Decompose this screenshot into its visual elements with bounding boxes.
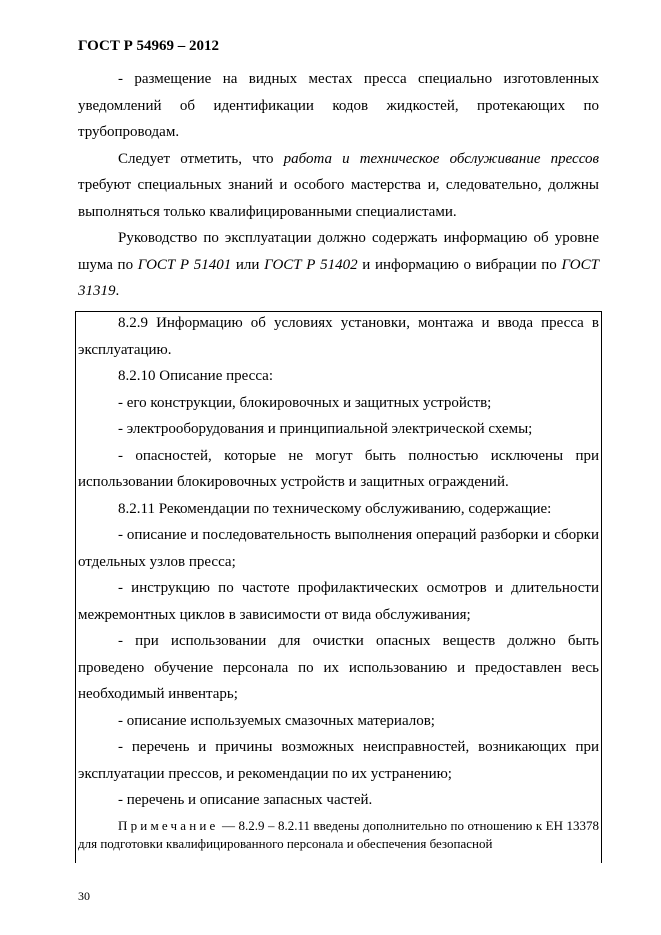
- standard-ref-51401: ГОСТ Р 51401: [137, 256, 232, 273]
- intro-paragraph-1: - размещение на видных местах пресса специально изготовленных уведомлений об идентификации кодов жидкостей, протекающих по трубопроводам.: [78, 71, 599, 140]
- page-number: 30: [78, 889, 90, 903]
- intro-p2-part-a: Следует отметить, что: [118, 150, 284, 167]
- box-item-electrical: - электрооборудования и принципиальной электрической схемы;: [118, 421, 533, 437]
- note-text: — 8.2.9 – 8.2.11 введены дополнительно по отношению к ЕН 13378 для подготовки квалифицированного персонала и обеспечения безопасной: [78, 817, 599, 851]
- box-item-cleaning: - при использовании для очистки опасных веществ должно быть проведено обучение персонала по их использованию и предоставлен весь необходимый инвентарь;: [78, 633, 599, 702]
- box-item-8-2-10: 8.2.10 Описание пресса:: [118, 368, 273, 384]
- box-item-lubricants: - описание используемых смазочных материалов;: [118, 712, 435, 729]
- intro-p3-part-a: Руководство по эксплуатации должно содержать информацию об уровне шума по: [78, 230, 599, 273]
- box-item-inspections: - инструкцию по частоте профилактических осмотров и длительности межремонтных циклов в зависимости от вида обслуживания;: [78, 580, 599, 623]
- intro-p2-emphasis: работа и техническое обслуживание прессов: [283, 150, 600, 167]
- box-item-faults: - перечень и причины возможных неисправностей, возникающих при эксплуатации прессов, и рекомендации по их устранению;: [78, 739, 599, 782]
- intro-p3-part-d: .: [115, 283, 120, 299]
- box-item-8-2-9: 8.2.9 Информацию об условиях установки, монтажа и ввода пресса в эксплуатацию.: [78, 315, 599, 358]
- note-label: Примечание: [118, 817, 219, 833]
- box-item-8-2-11: 8.2.11 Рекомендации по техническому обслуживанию, содержащие:: [118, 500, 552, 517]
- intro-p2-part-b: требуют специальных знаний и особого мастерства и, следовательно, должны выполняться только квалифицированными специалистами.: [78, 177, 599, 220]
- standard-ref-51402: ГОСТ Р 51402: [264, 256, 358, 273]
- box-item-construction: - его конструкции, блокировочных и защитных устройств;: [118, 394, 492, 411]
- box-note: [78, 817, 599, 853]
- standard-ref-31319: ГОСТ 31319: [78, 256, 599, 299]
- intro-p3-part-b: или: [231, 256, 265, 273]
- intro-text: [78, 66, 599, 305]
- box-item-spare-parts: - перечень и описание запасных частей.: [118, 792, 373, 808]
- intro-p3-part-c: и информацию о вибрации по: [357, 256, 562, 273]
- box-item-hazards: - опасностей, которые не могут быть полностью исключены при использовании блокировочных устройств и защитных ограждений.: [78, 447, 599, 490]
- document-header: ГОСТ Р 54969 – 2012: [78, 38, 220, 54]
- box-item-disassembly: - описание и последовательность выполнения операций разборки и сборки отдельных узлов пресса;: [78, 527, 599, 570]
- boxed-section: [78, 310, 599, 853]
- intro-paragraph-3: [78, 225, 599, 305]
- intro-paragraph-2: [78, 146, 599, 226]
